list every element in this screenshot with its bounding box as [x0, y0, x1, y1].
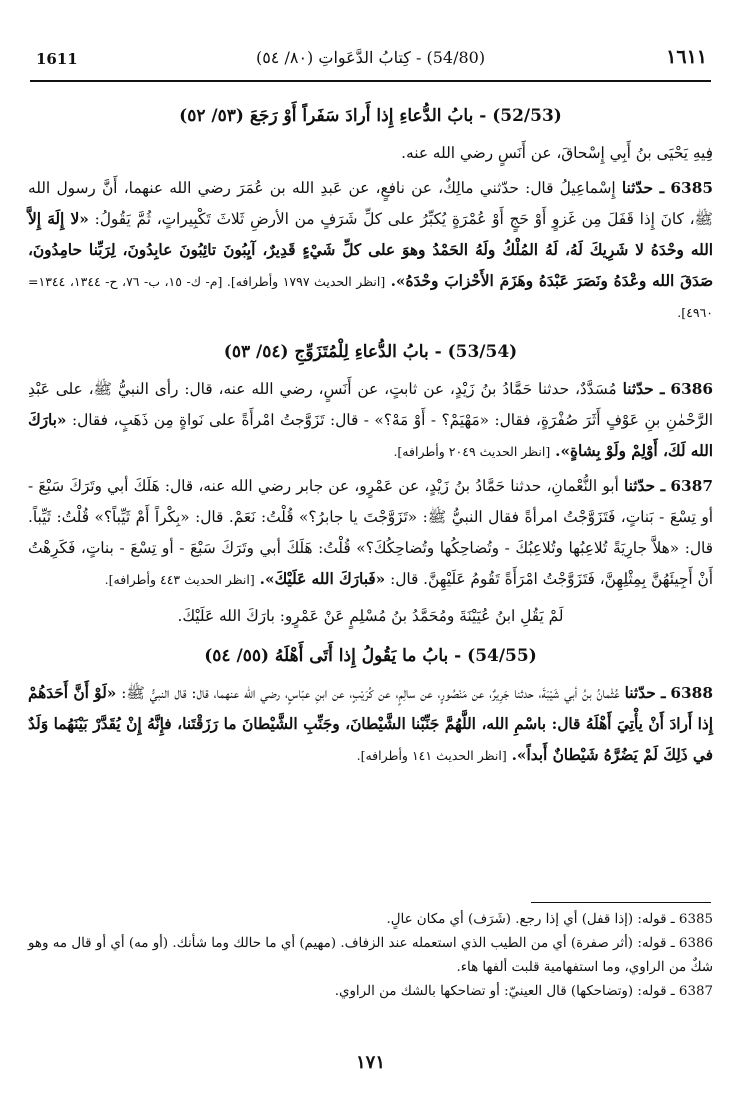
page-number-latin: 1611 — [36, 50, 78, 68]
running-title: (54/80) - كِتابُ الدَّعَواتِ (٨٠/ ٥٤) — [255, 48, 486, 67]
isnad: إِسْماعِيلُ قال: حدّثني مالِكٌ، عن نافعٍ، عن عَبدِ الله بن عُمَرَ رضي الله عنهما، أَنَّ رسول الله ﷺ، كانَ إِذا قَفَلَ مِن غَزوٍ أَوْ حَجٍ أَوْ عُمْرَةٍ يُكبِّرُ على كلِّ شَرَفٍ من الأرضِ ثَلاثَ تَكْبِيراتٍ، ثُمَّ يَقُولُ: — [28, 179, 713, 228]
cross-reference: [انظر الحديث ٢٠٤٩ وأطرافه]. — [393, 444, 551, 459]
matn: «بارَكَ الله لَكَ، أَوْلِمْ ولَوْ بِشاةٍ». — [28, 411, 713, 460]
hadith-6388 — [28, 678, 713, 771]
footnotes — [28, 908, 713, 1004]
matn: «لا إِلَهَ إِلاَّ الله وحْدَهُ لا شَرِيكَ لَهُ، لَهُ المُلْكُ ولَهُ الحَمْدُ وهوَ على كلِّ شَيْءٍ قَدِيرٌ، آيِبُونَ تائِبُونَ عابِدُونَ، لِرَبِّنا حامِدُونَ، صَدَقَ الله وعْدَهُ ونَصَرَ عَبْدَهُ وهَزَمَ الأَحْزابَ وحْدَهُ». — [28, 210, 713, 290]
cross-reference: [انظر الحديث ١٤١ وأطرافه]. — [356, 748, 507, 763]
chapter-note: لَمْ يَقُلِ ابنُ عُيَيْنَةَ ومُحَمَّدُ بنُ مُسْلِمٍ عَنْ عَمْرٍو: بارَكَ الله عَلَيْكَ. — [177, 607, 564, 625]
haddathana: ـ حدّثنا — [624, 684, 666, 702]
haddathana: ـ حدّثنا — [623, 477, 666, 495]
haddathana: ـ حدّثنا — [622, 380, 665, 398]
main-text — [28, 92, 713, 775]
isnad: عُثْمانُ بنُ أبي شَيْبَةَ، حدثنا جَرِيرٌ، عن مَنْصُورٍ، عن سالِمٍ، عن كُرَيْبٍ، عن ابنِ عبّاسٍ، رضي الله عنهما، قال: قال النبيُّ ﷺ: — [121, 684, 620, 702]
chapter-intro: فِيهِ يَحْيَى بنُ أَبِي إِسْحاقَ، عن أَنَسٍ رضي الله عنه. — [401, 144, 713, 162]
matn: «لَوْ أَنَّ أَحَدَهُمْ إِذا أَرادَ أَنْ يأْتِيَ أَهْلَهُ قال: باسْمِ الله، اللَّهُمَّ جَنِّبْنا الشَّيْطانَ، وجَنِّبِ الشَّيْطانَ ما رَزَقْتَنا، فإِنَّهُ إِنْ يُقَدَّرْ بَيْنَهُما وَلَدٌ في ذَلِكَ لَمْ يَضُرَّهُ شَيْطانٌ أَبداً». — [28, 684, 713, 764]
hadith-number: 6388 — [670, 684, 713, 702]
footnote: 6387 ـ قوله: (وتضاحكها) قال العينيّ: أو تضاحكها بالشك من الراوي. — [334, 984, 713, 999]
hadith-6385 — [28, 173, 713, 328]
chapter-heading: (53/54) - بابُ الدُّعاءِ لِلْمُتَزَوِّجِ (٥٤/ ٥٣) — [223, 342, 518, 362]
hadith-number: 6385 — [670, 179, 713, 197]
isnad: مُسَدَّدٌ، حدثنا حَمَّادُ بنُ زَيْدٍ، عن ثابتٍ، عن أَنَسٍ، رضي الله عنه، قال: رأى النبيُّ ﷺ، على عَبْدِ الرَّحْمٰنِ بنِ عَوْفٍ أَثَرَ صُفْرَةٍ، فقال: «مَهْيَمْ؟ - أَوْ مَهْ؟» - قال: تَزَوَّجتُ امْرأَةً على نَواةٍ مِن ذَهَبٍ، فقال: — [28, 380, 713, 429]
cross-reference: [انظر الحديث ٤٤٣ وأطرافه]. — [104, 572, 255, 587]
hadith-6386 — [28, 374, 713, 467]
page-header — [30, 44, 711, 82]
matn: «فَبارَكَ الله عَلَيْكَ». — [259, 570, 386, 588]
page-number-bottom: ١٧١ — [355, 1052, 385, 1073]
cross-reference: [انظر الحديث ١٧٩٧ وأطرافه]. [م- ك- ١٥، ب- ٧٦، ح- ١٣٤٤، ١٣٤٤= ٤٩٦٠]. — [28, 274, 713, 320]
haddathana: ـ حدّثنا — [621, 179, 665, 197]
hadith-6387 — [28, 471, 713, 595]
isnad: أبو النُّعْمانِ، حدثنا حَمَّادُ بنُ زَيْدٍ، عن عَمْرٍو، عن جابر رضي الله عنه، قال: هَلَكَ أبي وتَرَكَ سَبْعَ - أو تِسْعَ - بَناتٍ، فَتَزَوَّجْتُ امرأةً فقال النبيُّ ﷺ: «تَزَوَّجْتَ يا جابرُ؟» قُلْتُ: نَعَمْ. قال: «بِكْراً أَمْ ثَيِّباً؟» قُلْتُ: ثَيِّباً. قال: «هلاَّ جارِيَةً تُلاعِبُها وتُلاعِبُكَ - وتُضاحِكُها وتُضاحِكُكَ؟» قُلْتُ: هَلَكَ أبي وتَرَكَ سَبْعَ - أو تِسْعَ - بناتٍ، فَكَرِهْتُ أَنْ أَجِيئَهُنَّ بِمِثْلِهِنَّ، فَتَزَوَّجْتُ امْرَأَةً تَقُومُ عَلَيْهِنَّ. قال: — [28, 477, 713, 588]
footnote-divider — [531, 902, 711, 903]
chapter-heading: (52/53) - بابُ الدُّعاءِ إِذا أَرادَ سَفَراً أَوْ رَجَعَ (٥٣/ ٥٢) — [179, 106, 562, 126]
hadith-number: 6386 — [670, 380, 713, 398]
footnote: 6386 ـ قوله: (أثر صفرة) أي من الطيب الذي استعمله عند الزفاف. (مهيم) أي ما حالك وما شأنك. (أو مه) أي أو قال مه وهو شكٌ من الراوي، وما استفهامية قلبت ألفها هاء. — [28, 936, 713, 975]
hadith-number: 6387 — [670, 477, 713, 495]
chapter-heading: (54/55) - بابُ ما يَقُولُ إِذا أَتَى أَهْلَهُ (٥٥/ ٥٤) — [204, 646, 537, 666]
footnote: 6385 ـ قوله: (إذا قفل) أي إذا رجع. (شَرَف) أي مكان عالٍ. — [386, 912, 713, 927]
page-number-arabic: ١٦١١ — [666, 46, 707, 68]
